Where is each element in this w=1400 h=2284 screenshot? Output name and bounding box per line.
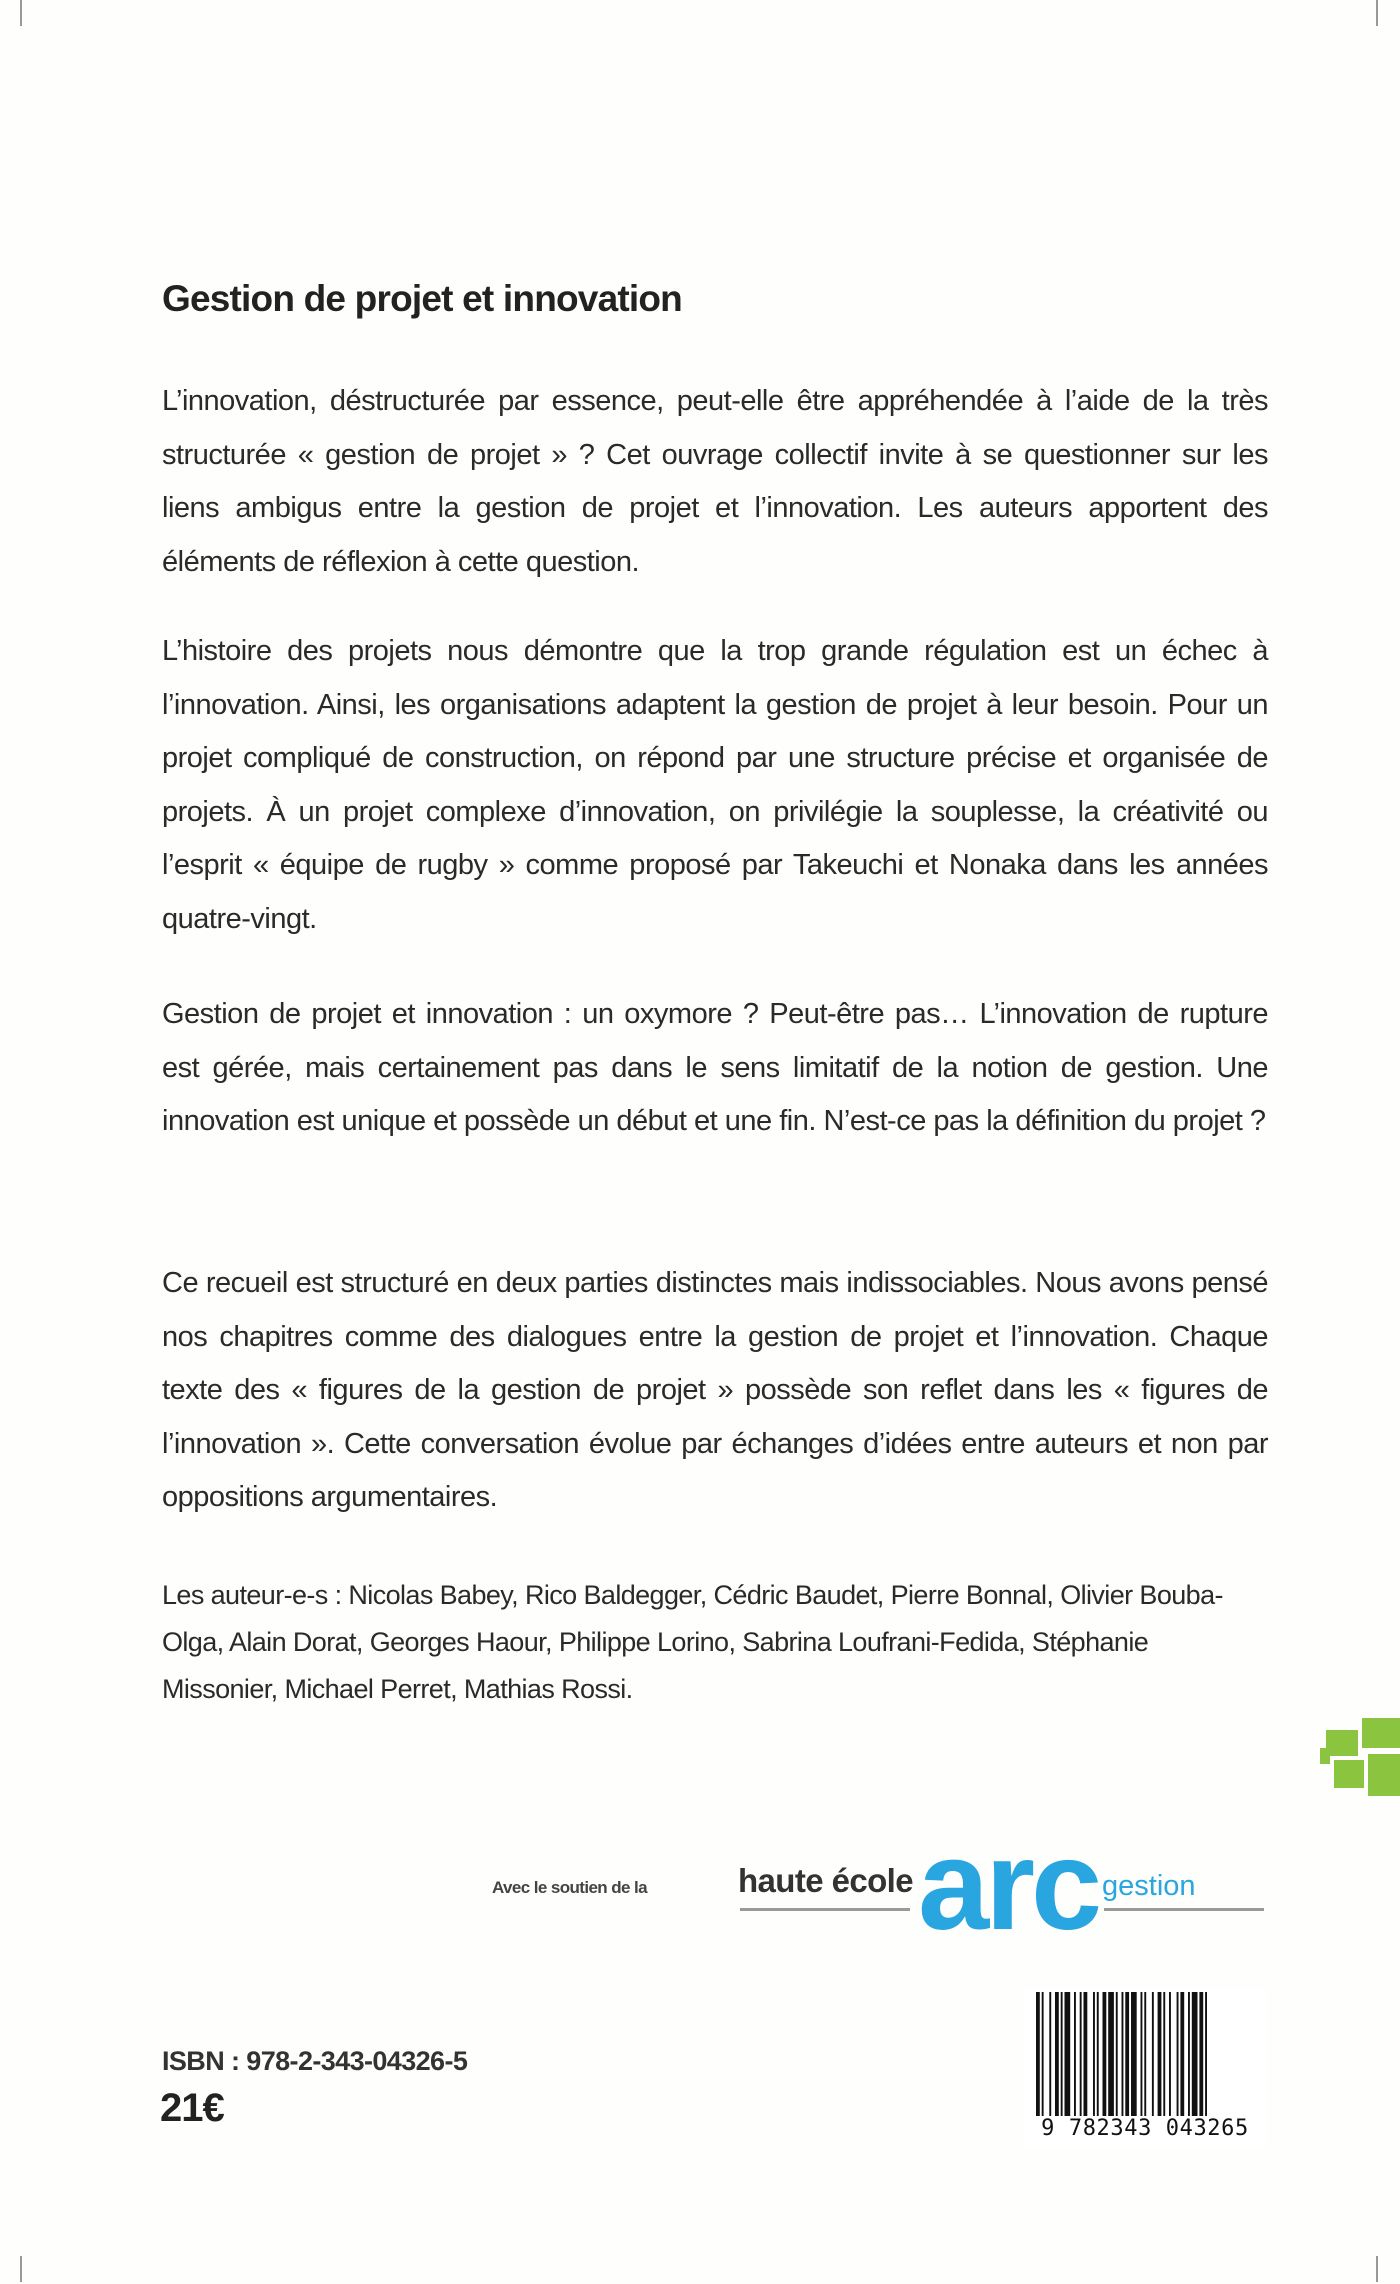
barcode-bar	[1177, 1992, 1179, 2116]
logo-haute-ecole: haute école	[738, 1862, 913, 1899]
price: 21€	[160, 2086, 224, 2130]
barcode-bar	[1080, 1992, 1082, 2116]
barcode	[1024, 1990, 1266, 2148]
crop-mark-top-right	[1376, 0, 1378, 26]
barcode-bar	[1108, 1992, 1114, 2116]
crop-mark-bottom-left	[20, 2256, 22, 2282]
barcode-bar	[1158, 1992, 1162, 2116]
barcode-bar	[1103, 1992, 1107, 2116]
barcode-bar	[1116, 1992, 1118, 2116]
paragraph-2: L’histoire des projets nous démontre que la trop grande régulation est un échec à l’innovation. Ainsi, les organisations adaptent la gestion de projet à leur besoin. Pour un projet compliqué de construction, on répond par une structure précise et organisée de projets. À un projet complexe d’innovation, on privilégie la souplesse, la créativité ou l’esprit « équipe de rugby » comme proposé par Takeuchi et Nonaka dans les années quatre-vingt.	[162, 635, 1268, 935]
barcode-bar	[1097, 1992, 1099, 2116]
barcode-bar	[1141, 1992, 1143, 2116]
barcode-bar	[1192, 1992, 1198, 2116]
barcode-bar	[1049, 1992, 1051, 2116]
isbn: ISBN : 978-2-343-04326-5	[162, 2046, 468, 2076]
logo-tagline-right	[1104, 1906, 1264, 1914]
barcode-bar	[1205, 1992, 1207, 2116]
barcode-bar	[1131, 1992, 1137, 2116]
authors-list: Les auteur-e-s : Nicolas Babey, Rico Baldegger, Cédric Baudet, Pierre Bonnal, Olivier Bouba-Olga, Alain Dorat, Georges Haour, Philippe Lorino, Sabrina Loufrani-Fedida, Stéphanie Missonier, Michael Perret, Mathias Rossi.	[162, 1580, 1223, 1704]
barcode-bar	[1152, 1992, 1154, 2116]
barcode-bar	[1065, 1992, 1071, 2116]
logo-arc: arc	[918, 1814, 1099, 1957]
barcode-bar	[1169, 1992, 1171, 2116]
barcode-digits: 9 782343 043265	[1041, 2116, 1249, 2141]
barcode-bar	[1125, 1992, 1129, 2116]
barcode-bar	[1180, 1992, 1184, 2116]
barcode-bar	[1084, 1992, 1088, 2116]
barcode-bar	[1074, 1992, 1076, 2116]
barcode-bars	[1036, 1992, 1254, 2116]
barcode-bar	[1122, 1992, 1124, 2116]
book-title: Gestion de projet et innovation	[162, 278, 682, 319]
barcode-bar	[1163, 1992, 1165, 2116]
support-text: Avec le soutien de la	[492, 1878, 647, 1897]
logo-gestion: gestion	[1102, 1870, 1196, 1902]
paragraph-1: L’innovation, déstructurée par essence, peut-elle être appréhendée à l’aide de la très structurée « gestion de projet » ? Cet ouvrage collectif invite à se questionner sur les liens ambigus entre la gestion de projet et l’innovation. Les auteurs apportent des éléments de réflexion à cette question.	[162, 385, 1268, 578]
barcode-bar	[1036, 1992, 1040, 2116]
paragraph-3: Gestion de projet et innovation : un oxymore ? Peut-être pas… L’innovation de rupture est gérée, mais certainement pas dans le sens limitatif de la notion de gestion. Une innovation est unique et possède un début et une fin. N’est-ce pas la définition du projet ?	[162, 998, 1268, 1137]
barcode-bar	[1199, 1992, 1203, 2116]
barcode-bar	[1188, 1992, 1190, 2116]
barcode-bar	[1042, 1992, 1044, 2116]
crop-mark-bottom-right	[1376, 2256, 1378, 2282]
barcode-bar	[1144, 1992, 1146, 2116]
crop-mark-top-left	[20, 0, 22, 26]
logo-tagline-left	[740, 1906, 910, 1914]
paragraph-4: Ce recueil est structuré en deux parties distinctes mais indissociables. Nous avons pensé nos chapitres comme des dialogues entre la gestion de projet et l’innovation. Chaque texte des « figures de la gestion de projet » possède son reflet dans les « figures de l’innovation ». Cette conversation évolue par échanges d’idées entre auteurs et non par oppositions argumentaires.	[162, 1267, 1268, 1513]
barcode-bar	[1061, 1992, 1063, 2116]
barcode-bar	[1093, 1992, 1095, 2116]
publisher-logo-icon	[1320, 1718, 1400, 1810]
barcode-bar	[1055, 1992, 1059, 2116]
